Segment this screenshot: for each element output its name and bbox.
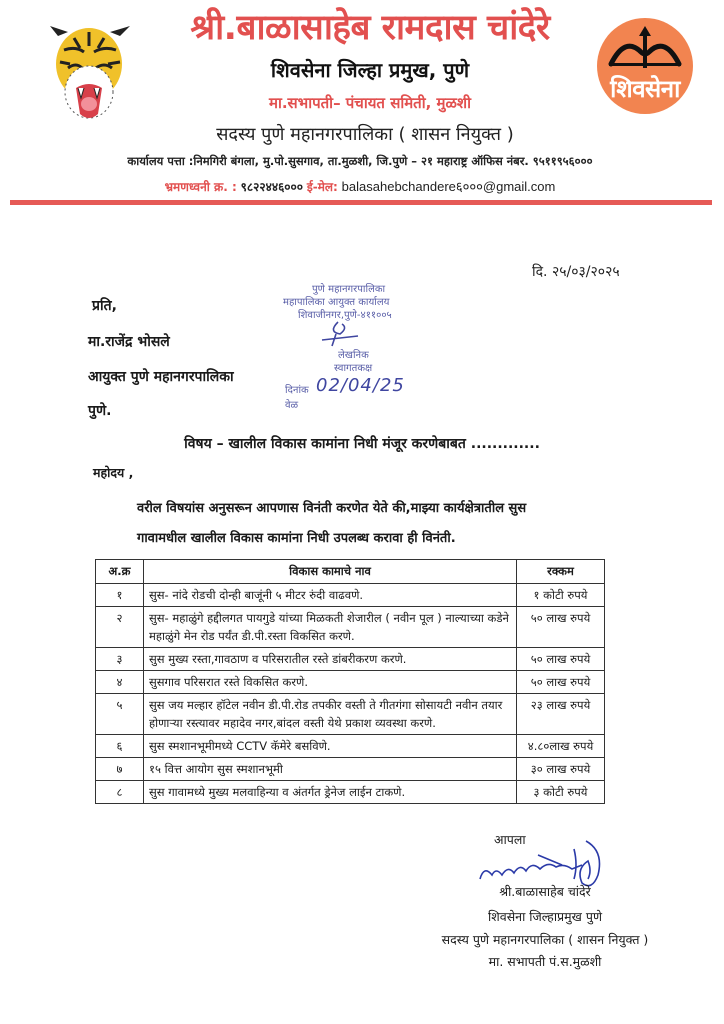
table-row [96,758,605,781]
letterhead-name: श्री.बाळासाहेब रामदास चांदेरे [190,8,550,48]
row-serial: ८ [96,781,144,804]
signatory-designation-3: मा. सभापती पं.स.मुळशी [488,954,602,969]
row-work: सुस स्मशानभूमीमध्ये CCTV कॅमेरे बसविणे. [144,735,517,758]
recipient-title: आयुक्त पुणे महानगरपालिका [88,369,234,385]
row-amount: ५० लाख रुपये [517,671,605,694]
bow-and-arrow-icon [607,24,683,72]
table-row [96,607,605,648]
row-work: सुस मुख्य रस्ता,गावठाण व परिसरातील रस्ते डांबरीकरण करणे. [144,648,517,671]
table-row [96,735,605,758]
phone-number: ९८२२४४६००० [240,180,304,194]
row-work: सुस- महाळुंगे हद्दीलगत पायगुडे यांच्या मिळकती शेजारील ( नवीन पूल ) नाल्याच्या कडेने महाळुंगे मेन रोड पर्यंत डी.पी.रस्ता विकसित करणे. [144,607,517,648]
header-work-name: विकास कामाचे नाव [144,560,517,584]
stamp-line-3: शिवाजीनगर,पुणे-४११००५ [298,310,392,321]
recipient-name: मा.राजेंद्र भोसले [88,334,170,350]
row-serial: ३ [96,648,144,671]
row-amount: ३० लाख रुपये [517,758,605,781]
row-amount: २३ लाख रुपये [517,694,605,735]
letter-subject: विषय – खालील विकास कामांना निधी मंजूर करणेबाबत ............. [184,436,540,452]
table-row [96,584,605,607]
tiger-emblem-icon [46,18,132,130]
row-serial: ५ [96,694,144,735]
recipient-city: पुणे. [88,403,112,419]
row-work: १५ वित्त आयोग सुस स्मशानभूमी [144,758,517,781]
body-line-1: वरील विषयांस अनुसरून आपणास विनंती करणेत येते की,माझ्या कार्यक्षेत्रातील सुस [137,501,527,516]
contact-line [50,178,670,196]
row-serial: १ [96,584,144,607]
table-header-row [96,560,605,584]
stamp-line-1: पुणे महानगरपालिका [312,284,386,295]
header-divider [10,200,712,205]
table-row [96,648,605,671]
header-amount: रक्कम [517,560,605,584]
table-row [96,781,605,804]
salutation: महोदय , [93,465,134,480]
row-amount: ५० लाख रुपये [517,648,605,671]
row-serial: ६ [96,735,144,758]
row-work: सुस- नांदे रोडची दोन्ही बाजूंनी ५ मीटर रुंदी वाढवणे. [144,584,517,607]
letterhead-designation-1: शिवसेना जिल्हा प्रमुख, पुणे [270,58,470,82]
letter-date: दि. २५/०३/२०२५ [532,264,620,280]
stamp-line-2: महापालिका आयुक्त कार्यालय [283,297,390,308]
shivsena-logo [597,18,693,114]
stamp-initials-icon [318,318,362,348]
office-address: कार्यालय पत्ता :निमगिरी बंगला, मु.पो.सुसगाव, ता.मुळशी, जि.पुणे – २१ महाराष्ट्र ऑफिस नंबर. ९५११९५६००० [127,154,593,168]
row-amount: ४.८०लाख रुपये [517,735,605,758]
row-work: सुस जय मल्हार हॉटेल नवीन डी.पी.रोड तपकीर वस्ती ते गीतगंगा सोसायटी नवीन तयार होणाऱ्या रस्त्यावर महादेव नगर,बांदल वस्ती येथे प्रकाश व्यवस्था करणे. [144,694,517,735]
stamp-date-label: दिनांक [285,385,309,396]
shivsena-logo-text: शिवसेना [610,75,680,103]
row-amount: ५० लाख रुपये [517,607,605,648]
row-amount: १ कोटी रुपये [517,584,605,607]
signatory-designation-2: सदस्य पुणे महानगरपालिका ( शासन नियुक्त ) [441,932,649,947]
table-row [96,694,605,735]
stamp-line-5: स्वागतकक्ष [334,363,373,374]
email-label: ई-मेल: [306,180,338,194]
closing: आपला [494,832,526,847]
signatory-name: श्री.बाळासाहेब चांदेरे [499,884,591,899]
letterhead-designation-2: मा.सभापती– पंचायत समिती, मुळशी [268,94,471,112]
phone-label: भ्रमणध्वनी क्र. : [164,180,237,194]
row-serial: २ [96,607,144,648]
body-line-2: गावामधील खालील विकास कामांना निधी उपलब्ध करावा ही विनंती. [137,531,456,546]
letterhead-designation-3: सदस्य पुणे महानगरपालिका ( शासन नियुक्त ) [216,124,514,145]
row-serial: ७ [96,758,144,781]
row-amount: ३ कोटी रुपये [517,781,605,804]
row-serial: ४ [96,671,144,694]
stamp-line-4: लेखनिक [338,350,369,361]
stamp-date-value: 02/04/25 [316,375,405,396]
row-work: सुस गावामध्ये मुख्य मलवाहिन्या व अंतर्गत ड्रेनेज लाईन टाकणे. [144,781,517,804]
stamp-time-label: वेळ [285,400,299,411]
signatory-designation-1: शिवसेना जिल्हाप्रमुख पुणे [488,909,602,924]
to-prefix: प्रति, [92,298,117,314]
header-serial: अ.क्र [96,560,144,584]
development-works-table [95,559,605,804]
email-address: balasahebchandere६०००@gmail.com [341,179,556,194]
table-row [96,671,605,694]
row-work: सुसगाव परिसरात रस्ते विकसित करणे. [144,671,517,694]
